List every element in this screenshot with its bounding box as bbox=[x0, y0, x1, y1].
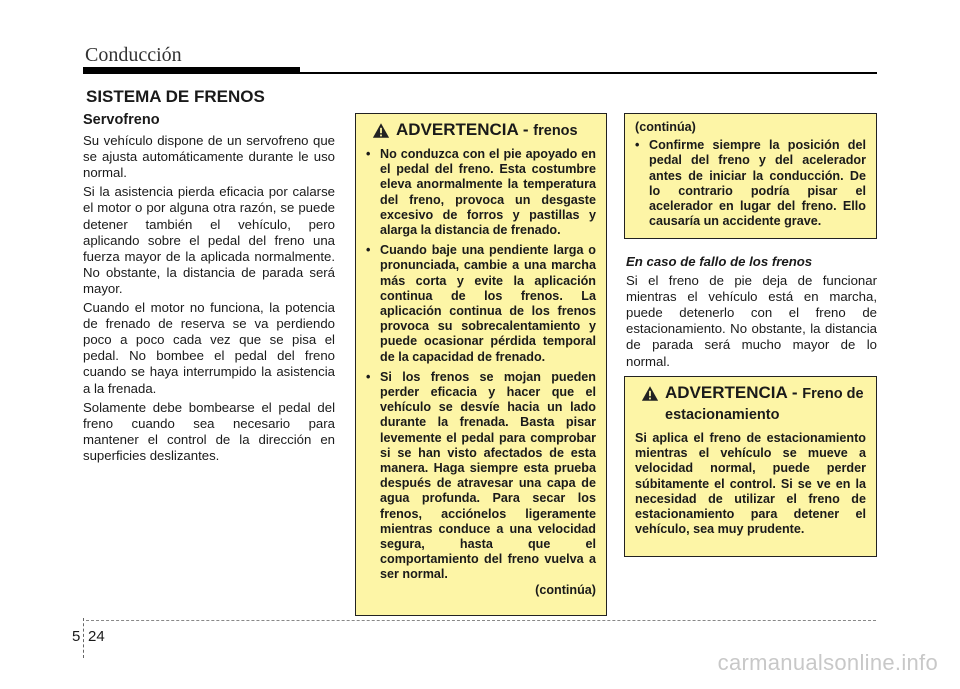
chapter-number: 5 bbox=[72, 628, 81, 645]
warning-title-text: ADVERTENCIA - bbox=[665, 383, 798, 402]
warning-list bbox=[366, 147, 596, 583]
footer-rule bbox=[86, 620, 876, 621]
warning-title-text: ADVERTENCIA - bbox=[396, 120, 529, 139]
brake-failure-section bbox=[626, 254, 877, 373]
servofreno-heading: Servofreno bbox=[83, 112, 160, 128]
watermark: carmanualsonline.info bbox=[717, 650, 938, 675]
warning-title bbox=[372, 120, 596, 141]
continued-label: (continúa) bbox=[535, 582, 596, 597]
continued-label: (continúa) bbox=[635, 120, 696, 134]
paragraph: Cuando el motor no funciona, la potencia de frenado de reserva se va perdiendo poco a poco cada vez que se pisa el pedal. No bombee el pedal del freno cuando se haya interrumpido la asistencia a la frenada. bbox=[83, 300, 335, 396]
warning-box-parking bbox=[624, 376, 877, 557]
paragraph: Si el freno de pie deja de funcionar mientras el vehículo está en marcha, puede detenerlo con el freno de estacionamiento. No obstante, la distancia de parada será mucho mayor de lo normal. bbox=[626, 273, 877, 369]
paragraph: Su vehículo dispone de un servofreno que se ajusta automáticamente durante le uso normal. bbox=[83, 133, 335, 181]
warning-box-brakes bbox=[355, 113, 607, 616]
warning-triangle-icon bbox=[641, 385, 659, 402]
list-item: • Si los frenos se mojan pueden perder eficacia y hacer que el vehículo se desvíe hacia un lado durante la frenada. Basta pisar levemente el pedal para comprobar si se han visto afectados de esta manera. Haga siempre esta prueba después de atravesar una capa de agua profunda. Para secar los frenos, acciónelos ligeramente mientras conduce a una velocidad segura, hasta que el comportamiento del freno vuelva a ser normal. bbox=[366, 370, 596, 583]
section-heading: SISTEMA DE FRENOS bbox=[86, 87, 265, 106]
list-item: • No conduzca con el pie apoyado en el pedal del freno. Esta costumbre eleva anormalmente la temperatura del freno, provoca un desgaste excesivo de forros y pastillas y alarga la distancia de frenado. bbox=[366, 147, 596, 238]
warning-list bbox=[635, 138, 866, 229]
list-item: • Confirme siempre la posición del pedal del freno y del acelerador antes de iniciar la conducción. De lo contrario podría pisar el acelerador en lugar del freno. Ello causaría un accidente grave. bbox=[635, 138, 866, 229]
list-item: • Cuando baje una pendiente larga o pronunciada, cambie a una marcha más corta y evite la aplicación continua de los frenos. La aplicación continua de los frenos provoca su sobrecalentamiento y puede ocasionar pérdida temporal de la capacidad de frenado. bbox=[366, 243, 596, 365]
header-rule-thin bbox=[83, 72, 877, 74]
page-number: 24 bbox=[88, 628, 105, 645]
warning-box-continued bbox=[624, 113, 877, 239]
warning-title bbox=[641, 383, 866, 425]
warning-title-sub: frenos bbox=[533, 123, 578, 139]
chapter-title: Conducción bbox=[85, 44, 182, 66]
warning-title-sub: Freno de estacionamiento bbox=[665, 386, 864, 423]
warning-body: Si aplica el freno de estacionamiento mientras el vehículo se mueve a velocidad normal, puede perder súbitamente el control. Si se ve en la necesidad de utilizar el freno de estacionamiento para detener el vehículo, sea muy prudente. bbox=[635, 431, 866, 537]
left-column bbox=[83, 112, 335, 467]
warning-triangle-icon bbox=[372, 122, 390, 139]
paragraph: Si la asistencia pierda eficacia por calarse el motor o por alguna otra razón, se puede detener también el vehículo, pero aplicando sobre el pedal del freno una fuerza mayor de la aplicada normalmente. No obstante, la distancia de parada será mayor. bbox=[83, 184, 335, 296]
paragraph: Solamente debe bombearse el pedal del freno cuando sea necesario para mantener el control de la dirección en superficies deslizantes. bbox=[83, 399, 335, 463]
brake-failure-heading: En caso de fallo de los frenos bbox=[626, 254, 813, 269]
page-divider bbox=[83, 618, 85, 658]
